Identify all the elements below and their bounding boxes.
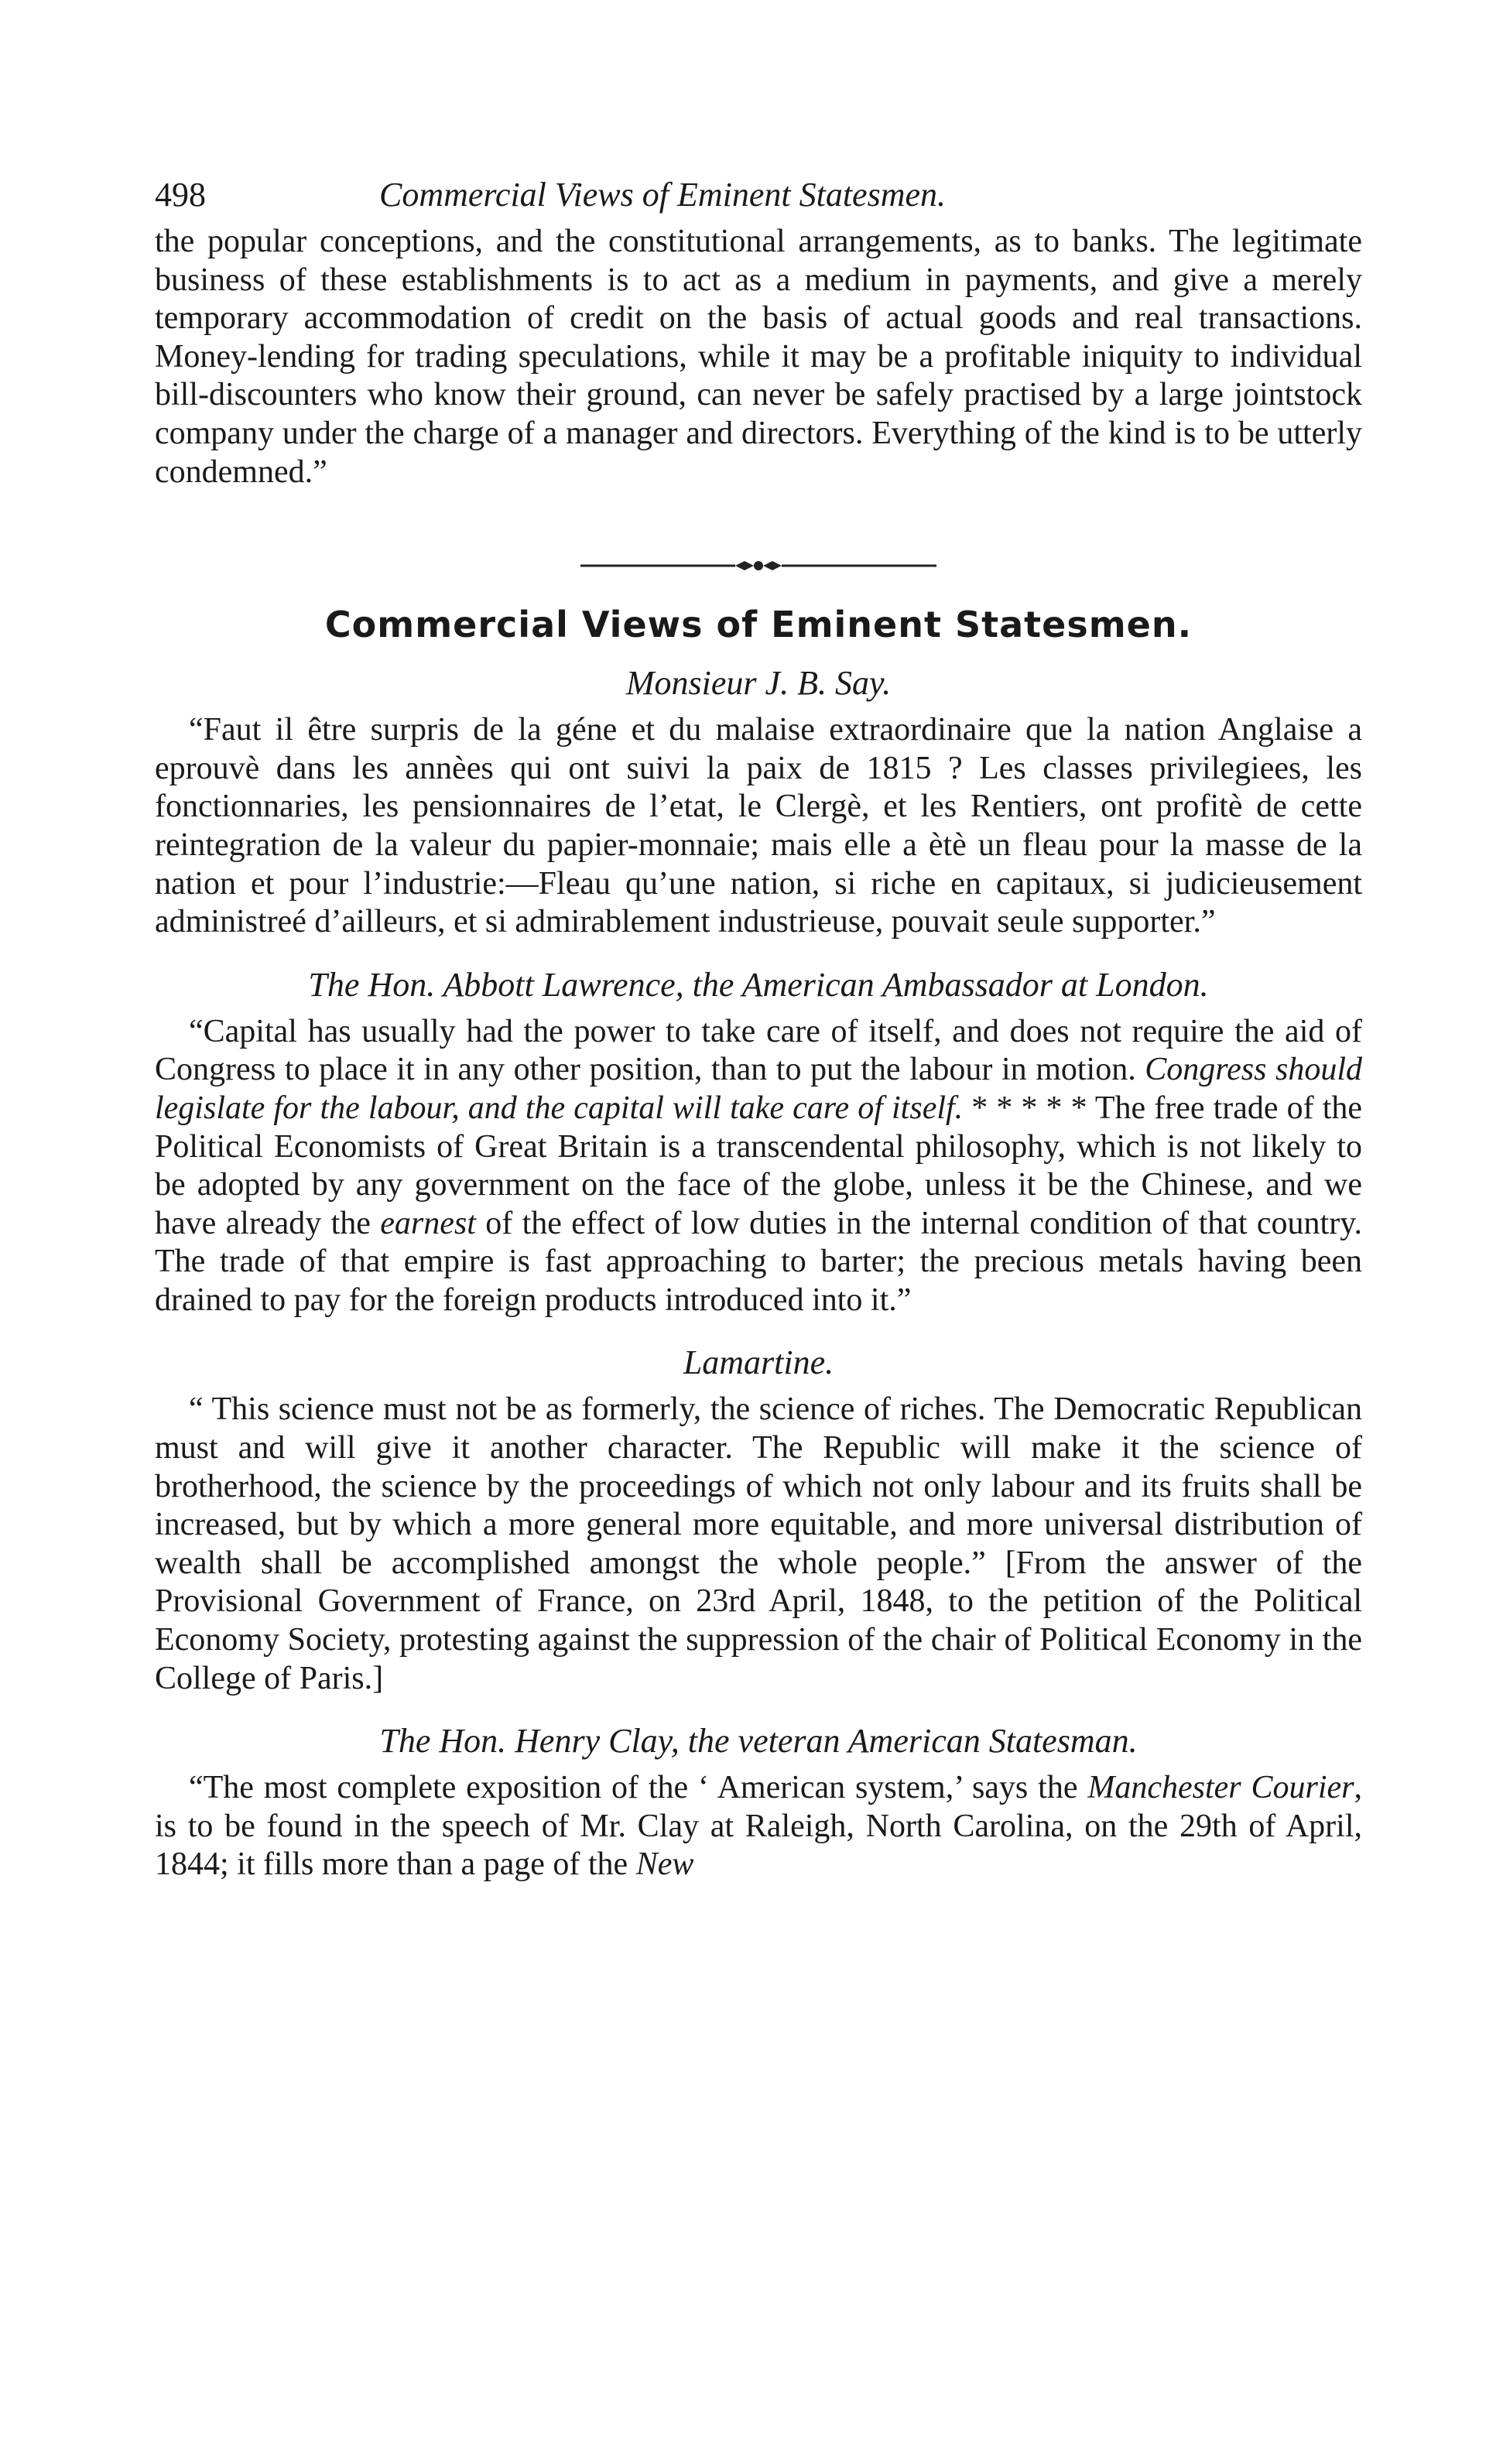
quote-lamartine: “ This science must not be as formerly, the science of riches. The Democratic Republican must and will give it another character. The Republic will make it the science of brotherhood, the science by the proceedings of which not only labour and its fruits shall be increased, but by which a more general more equitable, and more universal distribution of wealth shall be accomplished amongst the whole people.” [From the answer of the Provisional Government of France, on 23rd April, 1848, to the petition of the Political Economy Society, protesting against the suppression of the chair of Political Economy in the College of Paris.] xyxy=(155,1391,1362,1696)
speaker-heading-lawrence: The Hon. Abbott Lawrence, the American Ambassador at London. xyxy=(308,965,1209,1004)
quote-clay xyxy=(155,1769,1362,1884)
section-divider xyxy=(155,558,1362,573)
section-title: Commercial Views of Eminent Statesmen. xyxy=(324,604,1193,646)
running-header xyxy=(155,172,1362,218)
running-title: Commercial Views of Eminent Statesmen. xyxy=(379,176,946,214)
quote-clay-text-1: “The most complete exposition of the ‘ American system,’ says the xyxy=(189,1770,1088,1806)
quote-lawrence-text-2: * * * * * The free trade of the Political Economists of Great Britain is a transcendental philosophy, which is not likely to be adopted by any government on the face of the globe, unless it be the Chinese, and we have already the xyxy=(155,1090,1362,1241)
quote-say: “Faut il être surpris de la géne et du malaise extraordinaire que la nation Anglaise a eprouvè dans les annèes qui ont suivi la paix de 1815 ? Les classes privilegiees, les fonctionnaries, les pensionnaires de l’etat, le Clergè, et les Rentiers, ont profitè de cette reintegration de la valeur du papier-monnaie; mais elle a ètè un fleau pour la masse de la nation et pour l’industrie:—Fleau qu’une nation, si riche en capitaux, si judicieusement administreé d’ailleurs, et si admirablement industrieuse, pouvait seule supporter.” xyxy=(155,712,1362,940)
book-page xyxy=(155,172,1362,1884)
ornamental-rule-icon xyxy=(580,558,936,573)
quote-clay-emphasis-2: New xyxy=(635,1846,694,1883)
intro-quote-paragraph: the popular conceptions, and the constitutional arrangements, as to banks. The legitimate business of these establishments is to act as a medium in payments, and give a merely temporary accommodation of credit on the basis of actual goods and real transactions. Money-lending for trading speculations, while it may be a profitable iniquity to individual bill-discounters who know their ground, can never be safely practised by a large jointstock company under the charge of a manager and directors. Everything of the kind is to be utterly condemned.” xyxy=(155,224,1362,490)
quote-lawrence xyxy=(155,1013,1362,1320)
quote-lawrence-text-3: of the effect of low duties in the internal condition of that country. The trade of that empire is fast approaching to barter; the precious metals having been drained to pay for the foreign products introduced into it.” xyxy=(155,1205,1362,1318)
speaker-heading-say: Monsieur J. B. Say. xyxy=(625,664,892,703)
quote-lawrence-emphasis: Congress should legislate for the labour, and the capital will take care of itself. xyxy=(155,1052,1362,1126)
speaker-heading-clay: The Hon. Henry Clay, the veteran American Statesman. xyxy=(379,1722,1138,1761)
quote-clay-emphasis: Manchester Courier xyxy=(1087,1770,1354,1806)
quote-lawrence-text-1: “Capital has usually had the power to take care of itself, and does not require the aid of Congress to place it in any other position, than to put the labour in motion. xyxy=(155,1013,1362,1088)
quote-clay-text-2: , is to be found in the speech of Mr. Clay at Raleigh, North Carolina, on the 29th of April, 1844; it fills more than a page of the xyxy=(155,1770,1362,1883)
page-number: 498 xyxy=(155,176,206,214)
quote-lawrence-emphasis-2: earnest xyxy=(380,1205,476,1241)
speaker-heading-lamartine: Lamartine. xyxy=(683,1343,834,1382)
